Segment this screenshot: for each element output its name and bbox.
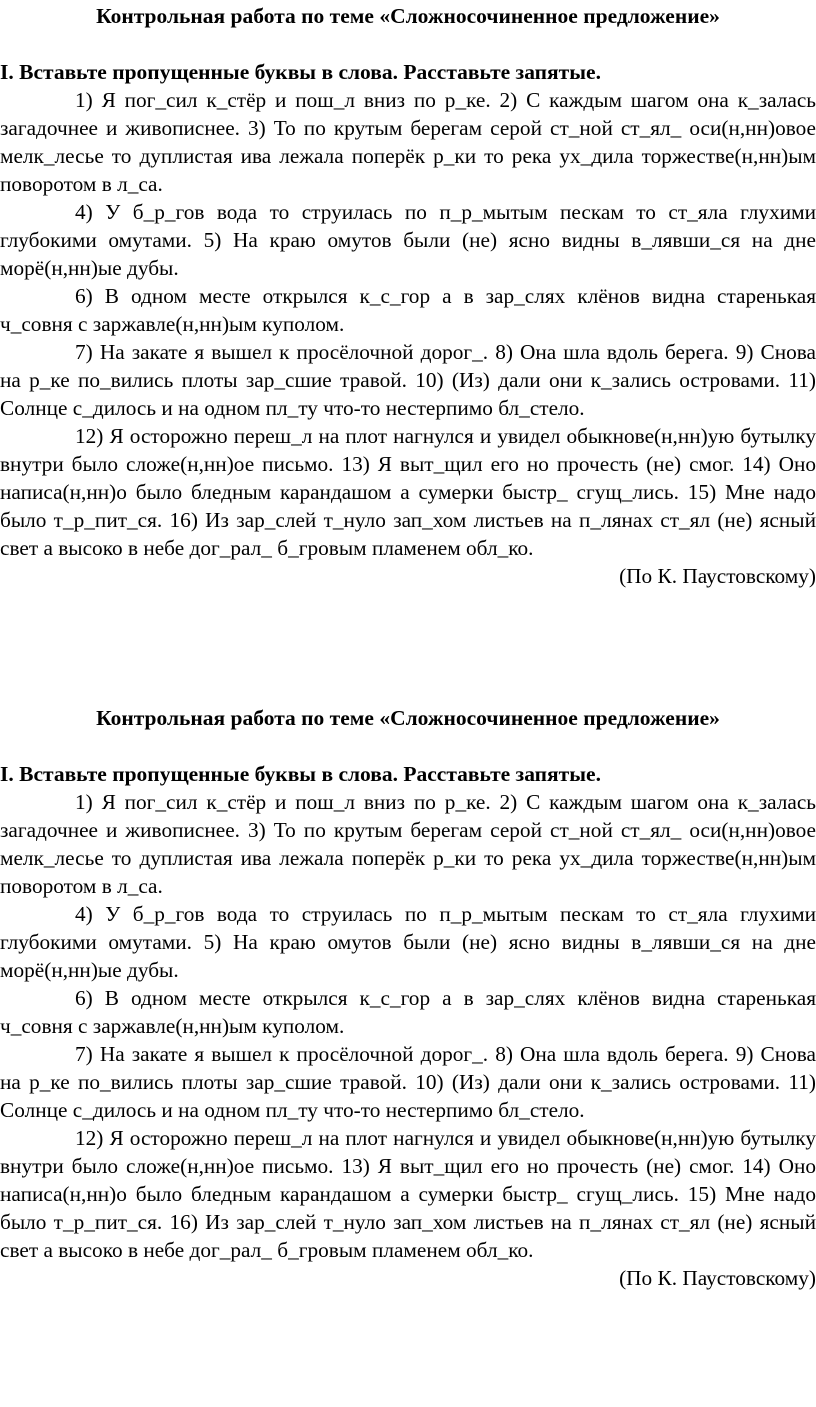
paragraph-4: 7) На закате я вышел к просёлочной дорог_. 8) Она шла вдоль берега. 9) Снова на р_ке по_вились плоты зар_сшие травой. 10) (Из) дали они к_зались островами. 11) Солнце с_дилось и на одном пл_ту что-то нестерпимо бл_стело. [0,340,816,420]
paragraph-4: 7) На закате я вышел к просёлочной дорог_. 8) Она шла вдоль берега. 9) Снова на р_ке по_вились плоты зар_сшие травой. 10) (Из) дали они к_зались островами. 11) Солнце с_дилось и на одном пл_ту что-то нестерпимо бл_стело. [0,1042,816,1122]
paragraph-1: 1) Я пог_сил к_стёр и пош_л вниз по р_ке. 2) С каждым шагом она к_залась загадочнее и живописнее. 3) То по крутым берегам серой ст_ной ст_ял_ оси(н,нн)овое мелк_лесье то дуплистая ива лежала поперёк р_ки то река ух_дила торжестве(н,нн)ым поворотом в л_са. [0,88,816,196]
paragraph-3: 6) В одном месте открылся к_с_гор а в зар_слях клёнов видна старенькая ч_совня с заржавле(н,нн)ым куполом. [0,284,816,336]
worksheet-title: Контрольная работа по теме «Сложносочиненное предложение» [96,706,720,730]
paragraph-5: 12) Я осторожно переш_л на плот нагнулся и увидел обыкнове(н,нн)ую бутылку внутри было сложе(н,нн)ое письмо. 13) Я выт_щил его но прочесть (не) смог. 14) Оно написа(н,нн)о было бледным карандашом а сумерки быстр_ сгущ_лись. 15) Мне надо было т_р_пит_ся. 16) Из зар_слей т_нуло зап_хом листьев на п_лянах ст_ял (не) ясный свет а высоко в небе дог_рал_ б_гровым пламенем обл_ко. [0,424,816,560]
worksheet-2 [0,704,816,1292]
task-heading: I. Вставьте пропущенные буквы в слова. Расставьте запятые. [0,762,601,786]
paragraph-2: 4) У б_р_гов вода то струилась по п_р_мытым пескам то ст_яла глухими глубокими омутами. 5) На краю омутов были (не) ясно видны в_лявши_ся на дне морё(н,нн)ые дубы. [0,200,816,280]
paragraph-3: 6) В одном месте открылся к_с_гор а в зар_слях клёнов видна старенькая ч_совня с заржавле(н,нн)ым куполом. [0,986,816,1038]
task-heading: I. Вставьте пропущенные буквы в слова. Расставьте запятые. [0,60,601,84]
paragraph-2: 4) У б_р_гов вода то струилась по п_р_мытым пескам то ст_яла глухими глубокими омутами. 5) На краю омутов были (не) ясно видны в_лявши_ся на дне морё(н,нн)ые дубы. [0,902,816,982]
paragraph-1: 1) Я пог_сил к_стёр и пош_л вниз по р_ке. 2) С каждым шагом она к_залась загадочнее и живописнее. 3) То по крутым берегам серой ст_ной ст_ял_ оси(н,нн)овое мелк_лесье то дуплистая ива лежала поперёк р_ки то река ух_дила торжестве(н,нн)ым поворотом в л_са. [0,790,816,898]
worksheet-title: Контрольная работа по теме «Сложносочиненное предложение» [96,4,720,28]
worksheet-1 [0,2,816,590]
source-attribution: (По К. Паустовскому) [619,564,816,588]
paragraph-5: 12) Я осторожно переш_л на плот нагнулся и увидел обыкнове(н,нн)ую бутылку внутри было сложе(н,нн)ое письмо. 13) Я выт_щил его но прочесть (не) смог. 14) Оно написа(н,нн)о было бледным карандашом а сумерки быстр_ сгущ_лись. 15) Мне надо было т_р_пит_ся. 16) Из зар_слей т_нуло зап_хом листьев на п_лянах ст_ял (не) ясный свет а высоко в небе дог_рал_ б_гровым пламенем обл_ко. [0,1126,816,1262]
source-attribution: (По К. Паустовскому) [619,1266,816,1290]
